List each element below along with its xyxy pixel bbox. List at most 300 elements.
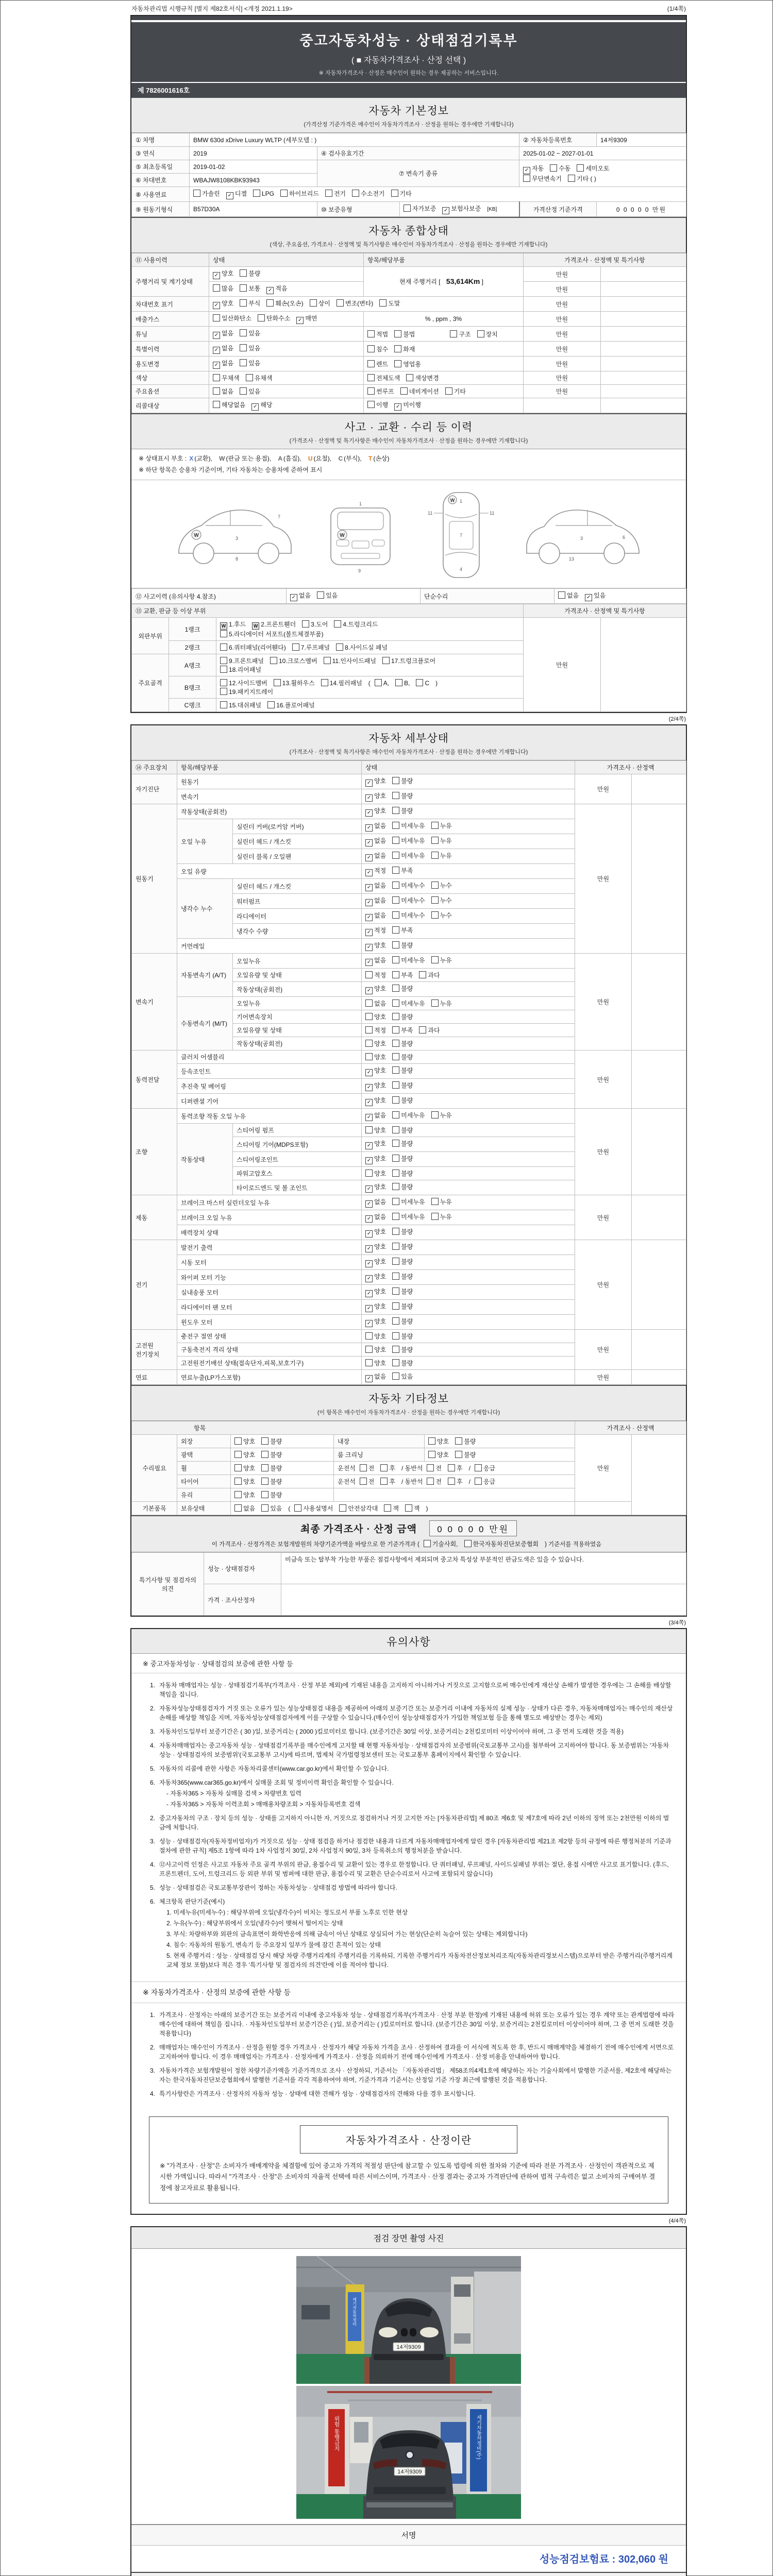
checkbox-option [240,270,260,277]
checkbox[interactable] [392,1332,399,1340]
checkbox[interactable]: ✓ [365,1069,373,1076]
checkbox[interactable] [317,591,324,599]
checkbox[interactable] [380,1464,388,1471]
checkbox[interactable] [431,999,439,1007]
checkbox-label: 후 [389,1465,395,1472]
checkbox[interactable] [392,1183,399,1190]
checkbox[interactable] [321,679,328,686]
checkbox-option [392,867,413,874]
checkbox[interactable] [431,822,439,829]
checkbox[interactable] [261,1464,268,1471]
checkbox-label: 양호 [374,1333,386,1341]
checkbox[interactable] [558,591,565,599]
checkbox[interactable] [261,1504,268,1512]
valid-value: 2025-01-02 ~ 2027-01-01 [519,147,686,160]
checkbox[interactable] [213,284,220,292]
checkbox[interactable] [424,1540,431,1547]
checkbox-option [568,175,596,182]
checkbox[interactable] [213,387,220,395]
checkbox[interactable] [392,1126,399,1133]
mileage-label: 주행거리 및 계기상태 [132,267,209,297]
checkbox-label: 미세누유 [401,957,425,964]
checkbox[interactable] [392,882,399,889]
checkbox-option [246,375,273,382]
checkbox[interactable] [392,999,399,1007]
checkbox[interactable] [365,999,373,1007]
checkbox[interactable]: ✓ [365,929,373,936]
checkbox[interactable] [367,374,375,381]
checkbox[interactable] [337,299,344,307]
checkbox[interactable] [464,1540,472,1547]
checkbox[interactable] [392,941,399,948]
checkbox[interactable] [392,1096,399,1104]
checkbox[interactable] [365,1026,373,1033]
checkbox[interactable] [220,701,227,708]
checkbox[interactable] [392,837,399,844]
checkbox[interactable] [220,657,227,664]
checkbox[interactable]: ✓ [266,287,274,294]
transmission-line1 [523,164,682,174]
checkbox[interactable] [261,1437,268,1445]
panel-group-label: 외판부위 [132,618,169,654]
checkbox[interactable] [392,1170,399,1177]
checkbox[interactable] [220,666,227,673]
price-cell: 만원 [575,1195,632,1240]
checkbox-label: 미세누유 [401,822,425,830]
checkbox[interactable]: ✓ [213,302,220,309]
checkbox[interactable]: ✓ [290,594,297,601]
checkbox[interactable] [392,1317,399,1325]
item-label: 추진축 및 베어링 [177,1079,362,1094]
checkbox[interactable]: ✓ [213,347,220,354]
checkbox[interactable] [266,299,274,307]
checkbox-label: 썬루프 [376,388,394,395]
checkbox-option [253,190,274,197]
checkbox[interactable]: ✓ [365,794,373,802]
checkbox-option [475,1478,495,1485]
checkbox[interactable]: ✓ [365,779,373,787]
checkbox[interactable] [392,1302,399,1310]
state-options [362,1330,575,1343]
checkbox[interactable] [428,1437,435,1445]
checkbox-label: 7.루프패널 [300,644,330,652]
checkbox[interactable] [213,374,220,381]
checkbox-option [416,680,429,687]
row-state [209,312,364,327]
checkbox[interactable]: ✓ [365,899,373,906]
checkbox[interactable] [577,164,584,172]
checkbox[interactable]: ✓ [523,167,530,174]
checkbox[interactable] [475,1464,482,1471]
checkbox-label: 잭 [393,1505,399,1513]
checkbox[interactable] [475,1478,482,1485]
checkbox-label: 불량 [401,807,413,815]
checkbox[interactable] [240,299,247,307]
checkbox[interactable]: ✓ [365,884,373,891]
checkbox[interactable] [392,1111,399,1118]
checkbox-option [365,1198,386,1206]
checkbox[interactable]: ✓ [296,317,304,324]
checkbox[interactable] [234,1491,242,1498]
item-label: 동력조향 작동 오일 누유 [177,1109,362,1124]
checkbox-label: 17.트렁크플로어 [391,657,436,665]
checkbox[interactable] [392,896,399,904]
checkbox[interactable] [367,360,375,367]
checkbox[interactable] [523,175,530,182]
checkbox[interactable] [274,679,281,686]
checkbox[interactable]: ✓ [365,1290,373,1297]
checkbox[interactable]: ✓ [365,1230,373,1238]
checkbox[interactable] [392,1359,399,1366]
checkbox[interactable] [455,1451,462,1458]
checkbox[interactable] [392,1258,399,1265]
price-cell: 만원 [524,297,601,312]
text: / 동반석 [401,1465,423,1472]
checkbox-label: 구조 [459,330,471,338]
checkbox-label: 9.프론트패널 [229,657,264,665]
checkbox[interactable] [394,345,401,352]
checkbox[interactable] [404,205,411,212]
checkbox[interactable]: ✓ [213,362,220,369]
checkbox[interactable]: ✓ [365,1200,373,1208]
checkbox[interactable] [324,657,331,664]
checkbox[interactable] [380,1478,388,1485]
checkbox[interactable]: ✓ [365,809,373,817]
checkbox[interactable] [392,956,399,963]
checkbox[interactable] [267,701,275,708]
checkbox[interactable] [568,175,575,182]
checkbox-label: 미세누유 [401,837,425,845]
checkbox[interactable] [392,1228,399,1235]
checkbox-option [261,1465,282,1472]
checkbox[interactable] [392,1053,399,1060]
checkbox[interactable] [392,1243,399,1250]
checkbox[interactable] [392,1013,399,1020]
checkbox[interactable] [445,387,452,395]
checkbox[interactable] [367,401,375,408]
checkbox[interactable]: ✓ [365,944,373,951]
checkbox[interactable] [392,1140,399,1147]
checkbox-label: 안전삼각대 [348,1505,378,1513]
checkbox[interactable] [392,1287,399,1295]
checkbox[interactable]: ✓ [365,987,373,994]
checkbox[interactable] [431,911,439,919]
checkbox[interactable] [334,620,341,628]
checkbox[interactable]: ✓ [213,272,220,279]
notice-subitem: - 자동차365 > 자동차 이력조회 > 매매용차량조회 > 자동차등록번호 검색 [166,1801,361,1808]
checkbox[interactable] [258,314,265,321]
checkbox-option [392,882,425,889]
accident-title: 사고 · 교환 · 수리 등 이력 [344,421,473,433]
checkbox[interactable]: ✓ [365,1084,373,1091]
checkbox[interactable]: ✓ [365,1320,373,1327]
checkbox[interactable] [234,1478,242,1485]
checkbox[interactable] [392,1081,399,1089]
checkbox[interactable]: ✓ [365,1142,373,1149]
checkbox-label: 있음 [594,592,606,600]
state-options [362,1225,575,1240]
checkbox[interactable] [384,1504,391,1512]
notice-number: 6. [149,1898,155,1906]
state-options [362,1343,575,1357]
checkbox[interactable] [419,1026,426,1033]
item-label: 외장 [177,1435,231,1448]
checkbox[interactable]: ✓ [365,1185,373,1193]
checkbox[interactable] [365,1053,373,1060]
checkbox[interactable] [416,679,423,686]
checkbox[interactable] [367,387,375,395]
checkbox[interactable] [365,1040,373,1047]
checkbox-label: 불량 [401,1360,413,1367]
checkbox[interactable] [360,1464,367,1471]
checkbox[interactable] [455,1437,462,1445]
checkbox[interactable] [325,190,332,197]
checkbox[interactable] [336,643,343,651]
checkbox[interactable] [395,679,402,686]
checkbox[interactable] [392,1213,399,1220]
checkbox[interactable] [365,1332,373,1340]
checkbox[interactable] [392,1026,399,1033]
checkbox[interactable] [431,837,439,844]
checkbox[interactable] [392,1372,399,1380]
checkbox-option [266,300,303,307]
checkbox[interactable] [270,657,277,664]
checkbox-label: 매연 [305,315,317,322]
checkbox[interactable] [392,1273,399,1280]
checkbox-option [234,1492,255,1499]
final-note-pre: 이 가격조사 · 산정가격은 보험개발원의 차량기준가액을 바탕으로 한 기준가격과 ( [211,1541,419,1548]
checkbox[interactable] [427,1464,434,1471]
checkbox-option [392,1054,413,1061]
checkbox[interactable] [392,777,399,784]
checkbox[interactable] [234,1437,242,1445]
checkbox[interactable]: ✓ [442,207,449,214]
checkbox[interactable] [310,299,317,307]
checkbox[interactable] [400,387,408,395]
checkbox-label: 상이 [318,300,330,307]
checkbox-option [365,1054,386,1061]
checkbox[interactable] [431,1213,439,1220]
checkbox[interactable] [365,1346,373,1353]
checkbox[interactable] [220,679,227,686]
checkbox-option [234,1478,255,1485]
checkbox[interactable]: ✓ [365,1114,373,1121]
checkbox[interactable]: ✓ [365,1260,373,1267]
checkbox[interactable] [240,269,247,277]
checkbox[interactable] [261,1478,268,1485]
checkbox-label: 누수 [440,897,452,905]
opinion-grid [131,1552,686,1616]
checkbox-label: 불량 [401,1346,413,1354]
checkbox-option [419,1027,440,1034]
checkbox[interactable] [431,882,439,889]
price-cell: 만원 [575,1370,632,1385]
w-mark-checkbox[interactable]: W [220,622,227,630]
symbol-T: T [368,455,373,462]
checkbox[interactable] [431,956,439,963]
state-options [362,982,575,997]
item-label: 충전구 절연 상태 [177,1330,362,1343]
checkbox-label: 4.트렁크리드 [343,621,378,629]
checkbox[interactable]: ✓ [251,403,259,411]
state-options [231,1448,334,1462]
w-mark-checkbox[interactable]: W [252,622,259,630]
checkbox-option [392,822,425,829]
final-price-label: 최종 가격조사 · 산정 금액 [300,1524,417,1535]
checkbox[interactable] [302,620,309,628]
state-options [362,1137,575,1152]
checkbox[interactable]: ✓ [394,403,401,411]
checkbox[interactable] [261,1451,268,1458]
checkbox[interactable] [240,387,247,395]
checkbox[interactable]: ✓ [365,1275,373,1282]
checkbox[interactable] [240,329,247,336]
checkbox[interactable] [220,630,227,637]
checkbox[interactable] [550,164,557,172]
svg-text:13: 13 [568,556,574,562]
state-options [362,997,575,1010]
checkbox[interactable] [246,374,253,381]
checkbox[interactable] [431,896,439,904]
checkbox[interactable] [240,344,247,351]
checkbox[interactable] [419,971,426,978]
checkbox[interactable] [405,1504,412,1512]
rank-items [216,641,524,654]
checkbox[interactable] [391,190,398,197]
checkbox[interactable] [375,679,382,686]
notice-number: 5. [149,1765,155,1773]
text: / [468,1478,470,1486]
state-options [231,1475,334,1488]
checkbox[interactable] [339,1504,346,1512]
checkbox[interactable] [431,852,439,859]
checkbox[interactable] [392,792,399,799]
remark-cell [601,385,686,398]
checkbox[interactable]: ✓ [365,1305,373,1312]
checkbox[interactable] [406,374,413,381]
checkbox-option [392,1155,413,1162]
checkbox[interactable] [193,190,200,197]
checkbox-label: 전 [368,1478,375,1486]
checkbox[interactable] [392,867,399,874]
checkbox[interactable] [294,1504,301,1512]
checkbox[interactable] [448,1464,455,1471]
checkbox[interactable] [392,985,399,992]
checkbox[interactable] [280,190,288,197]
checkbox[interactable] [431,1198,439,1205]
remark-cell [601,327,686,342]
checkbox[interactable] [392,1040,399,1047]
checkbox[interactable] [392,911,399,919]
checkbox[interactable] [240,359,247,366]
rank-line [220,620,519,630]
checkbox[interactable] [365,971,373,978]
checkbox[interactable] [379,299,386,307]
checkbox-label: 불량 [401,1067,413,1075]
checkbox[interactable]: ✓ [365,1245,373,1252]
checkbox[interactable] [234,1464,242,1471]
checkbox[interactable]: ✓ [365,1157,373,1164]
checkbox-label: 네비게이션 [409,388,439,395]
checkbox[interactable]: ✓ [365,839,373,846]
checkbox[interactable] [427,1478,434,1485]
checkbox[interactable] [234,1451,242,1458]
checkbox[interactable] [261,1491,268,1498]
checkbox[interactable] [392,971,399,978]
checkbox[interactable] [394,360,401,367]
checkbox-label: 있음 [248,330,261,337]
checkbox[interactable] [392,807,399,814]
checkbox[interactable]: ✓ [585,594,592,601]
checkbox-label: 무단변속기 [532,175,562,182]
checkbox[interactable] [365,1126,373,1133]
checkbox[interactable]: ✓ [365,824,373,832]
checkbox[interactable] [220,688,227,695]
checkbox[interactable] [253,190,260,197]
checkbox[interactable]: ✓ [365,1099,373,1106]
checkbox[interactable] [450,330,457,337]
checkbox[interactable] [220,643,227,651]
checkbox[interactable] [234,1504,242,1512]
checkbox[interactable] [392,1198,399,1205]
checkbox[interactable] [213,401,220,408]
checkbox[interactable] [365,1170,373,1177]
checkbox[interactable]: ✓ [226,192,233,199]
checkbox[interactable] [292,643,299,651]
checkbox[interactable] [448,1478,455,1485]
checkbox-option [365,1040,386,1047]
checkbox[interactable]: ✓ [365,914,373,921]
checkbox-label: 후 [457,1465,463,1472]
checkbox[interactable]: ✓ [213,332,220,339]
state-options [362,1010,575,1024]
checkbox[interactable] [428,1451,435,1458]
row-item [364,385,524,398]
symbol-desc: (판금 또는 용접), [226,455,273,462]
checkbox[interactable]: ✓ [365,1215,373,1223]
checkbox[interactable] [367,345,375,352]
checkbox[interactable] [392,1155,399,1162]
checkbox-option [365,1213,386,1221]
checkbox[interactable] [392,1346,399,1353]
checkbox[interactable] [394,330,401,337]
checkbox[interactable]: ✓ [365,869,373,876]
detail-title: 자동차 세부상태 [368,733,449,745]
checkbox[interactable] [392,1066,399,1074]
checkbox[interactable] [477,330,484,337]
checkbox[interactable] [392,926,399,934]
checkbox[interactable] [213,314,220,321]
checkbox[interactable]: ✓ [365,1375,373,1382]
checkbox[interactable] [365,1013,373,1020]
subgroup-label: 냉각수 누수 [177,879,233,939]
checkbox[interactable] [431,1111,439,1118]
checkbox[interactable] [240,284,247,292]
checkbox[interactable]: ✓ [365,854,373,861]
state-options [362,1270,575,1285]
checkbox[interactable]: ✓ [365,959,373,966]
checkbox[interactable] [367,330,375,337]
checkbox-option [392,1333,413,1340]
svg-text:6: 6 [622,535,625,540]
checkbox[interactable] [382,657,390,664]
checkbox[interactable] [365,1359,373,1366]
checkbox[interactable] [392,822,399,829]
checkbox[interactable] [352,190,359,197]
checkbox[interactable] [392,852,399,859]
notice-header [131,1629,686,1654]
checkbox[interactable] [360,1478,367,1485]
